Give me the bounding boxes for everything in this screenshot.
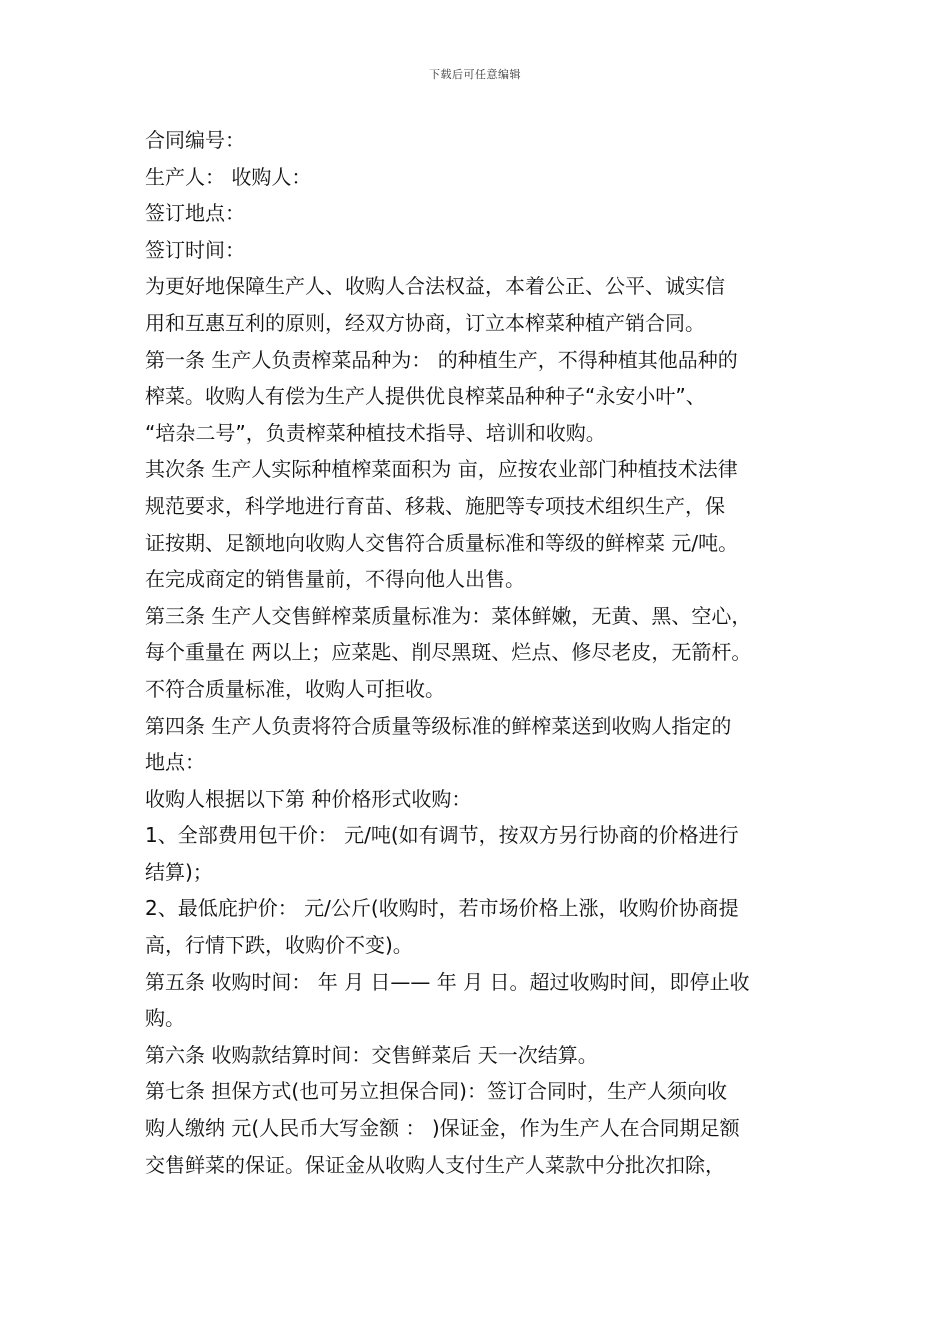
contract-line: 第六条 收购款结算时间：交售鲜菜后 天一次结算。 [145, 1042, 598, 1067]
contract-line: 每个重量在 两以上；应菜匙、削尽黑斑、烂点、修尽老皮，无箭杆。 [145, 640, 752, 665]
contract-line: 榨菜。收购人有偿为生产人提供优良榨菜品种种子“永安小叶”、 [145, 384, 706, 409]
contract-line: 为更好地保障生产人、收购人合法权益，本着公正、公平、诚实信 [145, 274, 725, 299]
contract-line: 1、全部费用包干价： 元/吨(如有调节，按双方另行协商的价格进行 [145, 823, 739, 848]
contract-line: 生产人： 收购人： [145, 164, 312, 189]
contract-line: 购。 [145, 1006, 185, 1031]
contract-line: 结算)； [145, 859, 213, 884]
contract-line: 签订时间： [145, 237, 245, 262]
contract-line: 地点： [145, 750, 205, 775]
contract-line: 高，行情下跌，收购价不变)。 [145, 933, 413, 958]
contract-line: 交售鲜菜的保证。保证金从收购人支付生产人菜款中分批次扣除， [145, 1152, 725, 1177]
contract-line: 第七条 担保方式(也可另立担保合同)：签订合同时，生产人须向收 [145, 1079, 727, 1104]
contract-line: 第五条 收购时间： 年 月 日—— 年 月 日。超过收购时间，即停止收 [145, 969, 750, 994]
contract-line: 不符合质量标准，收购人可拒收。 [145, 676, 445, 701]
contract-line: 签订地点： [145, 201, 245, 226]
contract-line: 在完成商定的销售量前，不得向他人出售。 [145, 567, 525, 592]
page-header: 下载后可任意编辑 [429, 68, 521, 81]
contract-body [145, 122, 817, 1183]
contract-line: 其次条 生产人实际种植榨菜面积为 亩，应按农业部门种植技术法律 [145, 457, 738, 482]
contract-line: “培杂二号”，负责榨菜种植技术指导、培训和收购。 [145, 420, 606, 445]
contract-line: 规范要求，科学地进行育苗、移栽、施肥等专项技术组织生产，保 [145, 493, 725, 518]
contract-line: 第四条 生产人负责将符合质量等级标准的鲜榨菜送到收购人指定的 [145, 713, 732, 738]
contract-line: 第一条 生产人负责榨菜品种为： 的种植生产，不得种植其他品种的 [145, 347, 738, 372]
contract-line: 合同编号： [145, 128, 245, 152]
contract-line: 收购人根据以下第 种价格形式收购： [145, 786, 472, 811]
contract-line: 第三条 生产人交售鲜榨菜质量标准为：菜体鲜嫩，无黄、黑、空心， [145, 603, 752, 628]
contract-line: 证按期、足额地向收购人交售符合质量标准和等级的鲜榨菜 元/吨。 [145, 530, 739, 555]
contract-line: 用和互惠互利的原则，经双方协商，订立本榨菜种植产销合同。 [145, 310, 705, 335]
contract-line: 购人缴纳 元(人民币大写金额 ： )保证金，作为生产人在合同期足额 [145, 1116, 740, 1141]
contract-line: 2、最低庇护价： 元/公斤(收购时，若市场价格上涨，收购价协商提 [145, 896, 739, 921]
